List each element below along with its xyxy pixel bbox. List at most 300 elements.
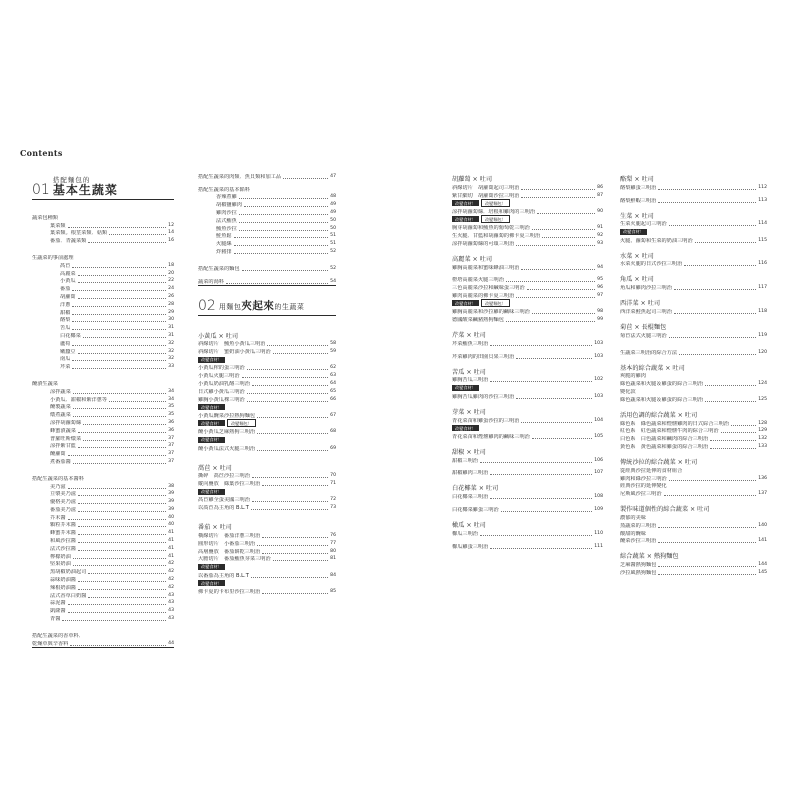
toc-entry-title: 撕碎 萵苣沙拉三明治 [198,473,250,480]
change-ingredient-label: 改變食材！ [198,489,225,495]
toc-entry-title: 酪梨鮮蝦三明治 [620,197,657,204]
dot-leader [73,565,166,566]
toc-entry[interactable] [452,315,603,323]
toc-entry[interactable] [32,591,174,599]
toc-entry-title: 白色系 白色蔬菜和鹹肉的綜合三明治 [620,436,709,443]
toc-entry[interactable] [620,568,767,576]
change-bread-label: 改變麵包！ [481,299,510,307]
toc-section-heading: 傳統沙拉的綜合蔬菜 × 吐司 [620,459,698,467]
toc-column-4 [620,172,767,576]
toc-entry-title: 雞胸苦瓜雞肉的沙拉三明治 [452,393,515,400]
toc-page-number: 43 [168,608,174,614]
toc-page-number: 52 [330,248,336,254]
toc-entry[interactable] [620,183,767,191]
toc-entry[interactable] [198,247,336,255]
toc-entry[interactable] [620,442,767,450]
toc-page-number: 49 [330,209,336,215]
dot-leader [68,455,167,456]
toc-entry[interactable] [620,489,767,497]
toc-page-number: 114 [758,221,767,227]
label-row [452,383,603,392]
toc-page-number: 84 [330,572,336,578]
dot-leader [252,385,328,386]
dot-leader [669,337,757,338]
toc-entry[interactable] [32,497,174,505]
spacer [198,511,336,520]
dot-leader [257,450,328,451]
toc-page-number: 50 [330,217,336,223]
spacer [198,255,336,264]
part-title: 用麵包夾起來的生蔬菜 [218,299,305,312]
toc-entry[interactable] [32,631,174,639]
toc-entry[interactable] [32,583,174,591]
toc-page-number: 116 [758,261,767,267]
toc-entry[interactable] [620,482,767,490]
dot-leader [109,234,166,235]
toc-entry-title: 雞肉高麗菜的佛卡夏三明治 [452,292,515,299]
toc-entry-title: 變化款 [620,389,636,396]
dot-leader [658,527,756,528]
toc-entry[interactable] [32,606,174,614]
toc-entry[interactable] [452,276,603,284]
toc-entry[interactable] [198,216,336,224]
toc-entry[interactable] [198,387,336,395]
toc-entry[interactable] [620,529,767,537]
toc-entry-title: 蒸蔬菜的三明治 [620,522,657,529]
dot-leader [73,463,166,464]
toc-entry[interactable] [32,403,174,411]
label-row [452,299,603,308]
toc-entry[interactable] [452,307,603,315]
toc-entry[interactable] [198,239,336,247]
toc-entry[interactable] [32,490,174,498]
toc-entry[interactable] [198,200,336,208]
toc-section-heading: 角瓜 × 吐司 [620,276,654,284]
toc-entry[interactable] [32,261,174,269]
toc-entry[interactable] [32,269,174,277]
toc-entry[interactable] [32,277,174,285]
toc-page-number: 125 [758,396,767,402]
toc-entry[interactable] [198,371,336,379]
toc-page-number: 141 [758,538,767,544]
toc-entry[interactable] [620,513,767,521]
toc-entry-title: 從經典沙拉延伸的食材組合 [620,467,683,474]
toc-entry[interactable] [32,395,174,403]
toc-entry[interactable] [620,537,767,545]
toc-entry[interactable] [32,308,174,316]
toc-entry-title: 芥末醬 [50,514,66,521]
toc-entry[interactable] [32,331,174,339]
toc-entry-title: 蘆筍 [60,340,71,347]
toc-entry[interactable] [198,427,336,435]
toc-entry-title: 雞胸高麗菜和沙拉雞的鹹味三明治 [452,309,530,316]
dot-leader [78,511,166,512]
dot-leader [72,290,166,291]
toc-entry-title: 小黃瓜榨的蛋三明治 [198,365,245,372]
toc-page-number: 40 [168,522,174,528]
toc-entry-title: 葉菜類 [50,222,66,229]
part-number: 02 [198,297,216,314]
dot-leader [251,577,328,578]
toc-entry[interactable] [198,364,336,372]
toc-entry-title: 和風沙拉醬 [50,538,76,545]
toc-entry-title: 青醬 [50,616,61,623]
toc-page-number: 34 [168,388,174,394]
toc-entry[interactable] [620,372,767,380]
toc-page-number: 77 [330,540,336,546]
toc-entry-title: 涼拌胡蘿蔔絲的可頌三明治 [452,240,515,247]
dot-leader [521,269,595,270]
toc-entry[interactable] [32,536,174,544]
toc-entry-title: 搭配生蔬菜的麵包 [198,265,240,272]
spacer [198,320,336,329]
toc-entry[interactable] [620,331,767,339]
toc-entry-title: 菊苣法式火腿三明治 [620,332,667,339]
dot-leader [242,270,329,271]
toc-entry[interactable] [452,207,603,215]
toc-entry[interactable] [452,492,603,500]
toc-entry[interactable] [452,542,603,550]
toc-group-heading [32,213,174,221]
toc-entry[interactable] [32,229,174,237]
toc-entry[interactable] [32,482,174,490]
toc-entry[interactable] [198,208,336,216]
toc-entry[interactable] [620,307,767,315]
toc-entry[interactable] [198,547,336,555]
toc-entry[interactable] [32,362,174,370]
toc-entry[interactable] [620,474,767,482]
toc-entry[interactable] [198,172,336,180]
toc-entry[interactable] [32,292,174,300]
dot-leader [78,589,166,590]
toc-entry-title: 橫線切片 番茄洋蔥三明治 [198,533,261,540]
spacer [32,465,174,474]
toc-page-number: 136 [758,475,767,481]
dot-leader [516,297,595,298]
dot-leader [658,566,756,567]
toc-page-number: 80 [330,548,336,554]
toc-entry[interactable] [452,183,603,191]
toc-entry[interactable] [32,221,174,229]
toc-page-number: 67 [330,412,336,418]
toc-entry[interactable] [198,411,336,419]
dot-leader [68,227,167,228]
toc-entry[interactable] [452,456,603,464]
dot-leader [695,242,757,243]
toc-column-1 [32,172,174,648]
dot-leader [501,511,593,512]
toc-entry-title: 斜線切片 鮪魚小黃瓜三明治 [198,341,266,348]
toc-entry[interactable] [32,347,174,355]
toc-entry[interactable] [620,387,767,395]
dot-leader [78,432,166,433]
toc-entry-title: 芹菜雞肉的田園貝果三明治 [452,353,515,360]
toc-entry[interactable] [32,528,174,536]
toc-section-heading: 白花椰菜 × 吐司 [452,485,499,493]
dot-leader [78,298,167,299]
toc-section-heading: 製作味道個性的綜合蔬菜 × 吐司 [620,506,710,514]
dot-leader [247,401,328,402]
toc-entry-title: 蜂蜜漬蔬菜 [50,427,76,434]
toc-entry[interactable] [452,239,603,247]
toc-entry[interactable] [198,232,336,240]
toc-entry[interactable] [32,300,174,308]
toc-entry[interactable] [452,223,603,231]
toc-entry-title: 炸豬排 [216,248,232,255]
toc-entry[interactable] [32,316,174,324]
toc-entry[interactable] [198,571,336,579]
toc-entry-title: 芹菜 [60,364,71,371]
toc-entry[interactable] [198,496,336,504]
toc-entry[interactable] [452,376,603,384]
change-bread-label: 改變麵包！ [481,199,510,207]
toc-entry[interactable] [452,263,603,271]
toc-entry-title: 蒜味奶油醬 [50,577,76,584]
toc-entry[interactable] [620,236,767,244]
toc-page-number: 132 [758,436,767,442]
toc-page-number: 42 [168,561,174,567]
toc-entry[interactable] [32,339,174,347]
toc-entry[interactable] [32,560,174,568]
dot-leader [262,537,328,538]
dot-leader [658,189,756,190]
dot-leader [234,237,329,238]
dot-leader [521,189,595,190]
toc-entry[interactable] [452,191,603,199]
change-bread-label: 改變麵包！ [227,419,256,427]
toc-entry-title: 芹菜鮪魚三明治 [452,340,489,347]
toc-entry[interactable] [198,224,336,232]
label-row [452,215,603,224]
toc-entry[interactable] [32,599,174,607]
toc-entry-title: 豆漿美乃滋 [50,491,76,498]
toc-entry[interactable] [32,387,174,395]
toc-entry[interactable] [198,472,336,480]
toc-entry[interactable] [452,231,603,239]
toc-entry-title: 以萵苣為主角的 B.L.T [198,505,249,512]
toc-page-number: 42 [168,584,174,590]
toc-entry-title: 法式香草白奶醬 [50,592,87,599]
dot-leader [490,345,592,346]
toc-page-number: 20 [168,270,174,276]
toc-entry[interactable] [198,444,336,452]
toc-page-number: 58 [330,341,336,347]
toc-page-number: 118 [758,309,767,315]
toc-entry[interactable] [32,323,174,331]
toc-entry[interactable] [198,503,336,511]
toc-entry[interactable] [32,567,174,575]
label-row [198,403,336,412]
toc-entry[interactable] [198,193,336,201]
dot-leader [490,474,592,475]
toc-entry-title: 胡蘿蔔 [60,293,76,300]
dot-leader [664,495,757,496]
toc-entry[interactable] [620,521,767,529]
toc-page-number: 41 [168,538,174,544]
toc-entry[interactable] [452,529,603,537]
dot-leader [88,573,166,574]
toc-entry[interactable] [620,427,767,435]
toc-entry[interactable] [452,283,603,291]
toc-entry[interactable] [452,432,603,440]
toc-page-number: 91 [597,225,603,231]
spacer [32,244,174,253]
dot-leader [78,503,166,504]
toc-entry[interactable] [198,277,336,286]
toc-entry-title: 白花椰菜 [60,332,81,339]
toc-entry[interactable] [32,410,174,418]
toc-entry[interactable] [32,521,174,529]
toc-group-heading [32,253,174,261]
toc-page-number: 16 [168,238,174,244]
toc-entry[interactable] [620,434,767,442]
toc-entry[interactable] [198,395,336,403]
toc-page-number: 103 [594,340,603,346]
toc-entry[interactable] [620,220,767,228]
toc-entry[interactable] [32,284,174,292]
toc-page-number: 39 [168,499,174,505]
toc-entry[interactable] [32,513,174,521]
toc-entry-title: 生火腿．甘藍和胡蘿蔔的佛卡夏三明治 [452,232,541,239]
toc-section-heading: 酪梨 × 吐司 [620,176,654,183]
toc-entry[interactable] [620,419,767,427]
dot-leader [252,477,328,478]
part-heading [32,175,174,200]
dot-leader [721,432,757,433]
toc-page-number: 32 [168,356,174,362]
toc-entry[interactable] [452,505,603,513]
toc-entry-title: 優格美乃滋 [50,499,76,506]
toc-entry-title: 堅果奶油 [50,561,71,568]
toc-section-heading: 綜合蔬菜 × 熱狗麵包 [620,553,679,561]
toc-entry[interactable] [32,544,174,552]
toc-page-number: 107 [594,470,603,476]
toc-entry-title: 苦瓜 [60,325,71,332]
dot-leader [247,369,328,370]
toc-entry-title: 燉煮蔬菜 [50,412,71,419]
toc-entry[interactable] [32,457,174,465]
dot-leader [72,329,166,330]
toc-page-number: 106 [594,457,603,463]
toc-entry[interactable] [620,466,767,474]
toc-entry[interactable] [32,426,174,434]
toc-entry[interactable] [32,449,174,457]
toc-entry[interactable] [452,291,603,299]
part-title [53,175,118,197]
dot-leader [78,534,166,535]
toc-entry[interactable] [452,339,603,347]
toc-entry-title: 大膽切片 番茄鮪魚芽菜三明治 [198,556,271,563]
toc-page-number: 32 [168,348,174,354]
toc-entry-title: 酪梨雞蛋三明治 [620,184,657,191]
dot-leader [710,440,756,441]
toc-entry[interactable] [198,539,336,547]
toc-entry[interactable] [198,264,336,272]
dot-leader [262,485,328,486]
toc-entry[interactable] [198,555,336,563]
toc-entry-title: 搭配生蔬菜的肉類．魚貝類和加工品 [198,173,282,180]
toc-entry[interactable] [620,196,767,204]
toc-entry[interactable] [32,639,174,648]
toc-entry[interactable] [32,575,174,583]
toc-entry[interactable] [32,442,174,450]
toc-entry[interactable] [452,416,603,424]
toc-entry[interactable] [620,348,767,356]
label-row [452,199,603,208]
toc-entry[interactable] [32,236,174,244]
change-ingredient-label: 改變食材！ [620,229,647,235]
toc-entry[interactable] [32,552,174,560]
toc-page-number: 103 [594,353,603,359]
dot-leader [78,526,166,527]
toc-entry[interactable] [620,395,767,403]
toc-page-number: 37 [168,451,174,457]
toc-entry[interactable] [32,355,174,363]
toc-entry-title: 小黃瓜奶油乳酪三明治 [198,381,250,388]
toc-entry-title: 胡椒鹽雞肉 [216,202,242,209]
toc-entry[interactable] [32,614,174,622]
toc-entry[interactable] [198,531,336,539]
toc-entry[interactable] [452,352,603,360]
toc-entry[interactable] [198,379,336,387]
toc-entry[interactable] [452,469,603,477]
toc-entry-title: 鮭魚鬆 [216,233,232,240]
toc-entry[interactable] [32,418,174,426]
toc-page-number: 145 [758,570,767,576]
toc-entry-title: 櫛瓜雞蛋三明治 [452,543,489,550]
toc-entry[interactable] [198,587,336,595]
toc-entry[interactable] [620,560,767,568]
change-ingredient-label: 改變食材！ [198,437,225,443]
toc-page-number: 62 [330,365,336,371]
dot-leader [78,542,166,543]
toc-entry[interactable] [452,392,603,400]
toc-section-heading: 胡蘿蔔 × 吐司 [452,176,493,183]
toc-entry[interactable] [32,505,174,513]
toc-section-heading: 苦瓜 × 吐司 [452,368,486,376]
dot-leader [73,416,166,417]
toc-page-number: 90 [597,208,603,214]
toc-entry-title: 白花椰菜雞蛋三明治 [452,507,499,514]
dot-leader [658,542,756,543]
dot-leader [257,545,328,546]
toc-page-number: 66 [330,396,336,402]
toc-page-number: 105 [594,433,603,439]
toc-group-label: 蔬菜包種類 [32,214,58,221]
toc-entry-title: 斜線切片 胡蘿蔔起司三明治 [452,184,520,191]
toc-entry[interactable] [32,434,174,442]
dot-leader [78,353,167,354]
toc-entry-title: 胸芽胡蘿蔔和鮪魚的葡萄乾三明治 [452,225,530,232]
toc-entry[interactable] [198,479,336,487]
toc-entry[interactable] [620,379,767,387]
toc-entry-title: 番茄美乃滋 [50,506,76,513]
dot-leader [262,593,328,594]
label-row [198,419,336,428]
toc-entry[interactable] [620,283,767,291]
toc-page-number: 112 [758,184,767,190]
toc-entry-title: 德國酸菜鹹豬熱狗麵包 [452,317,504,324]
toc-entry[interactable] [198,185,336,193]
toc-entry[interactable] [198,347,336,355]
toc-group-heading [32,474,174,482]
toc-entry[interactable] [198,340,336,348]
dot-leader [244,206,328,207]
toc-entry[interactable] [620,260,767,268]
toc-page-number: 37 [168,458,174,464]
toc-entry-title: 南瓜 [60,356,71,363]
toc-entry-title: 小黃瓜火腿三明治 [198,373,240,380]
